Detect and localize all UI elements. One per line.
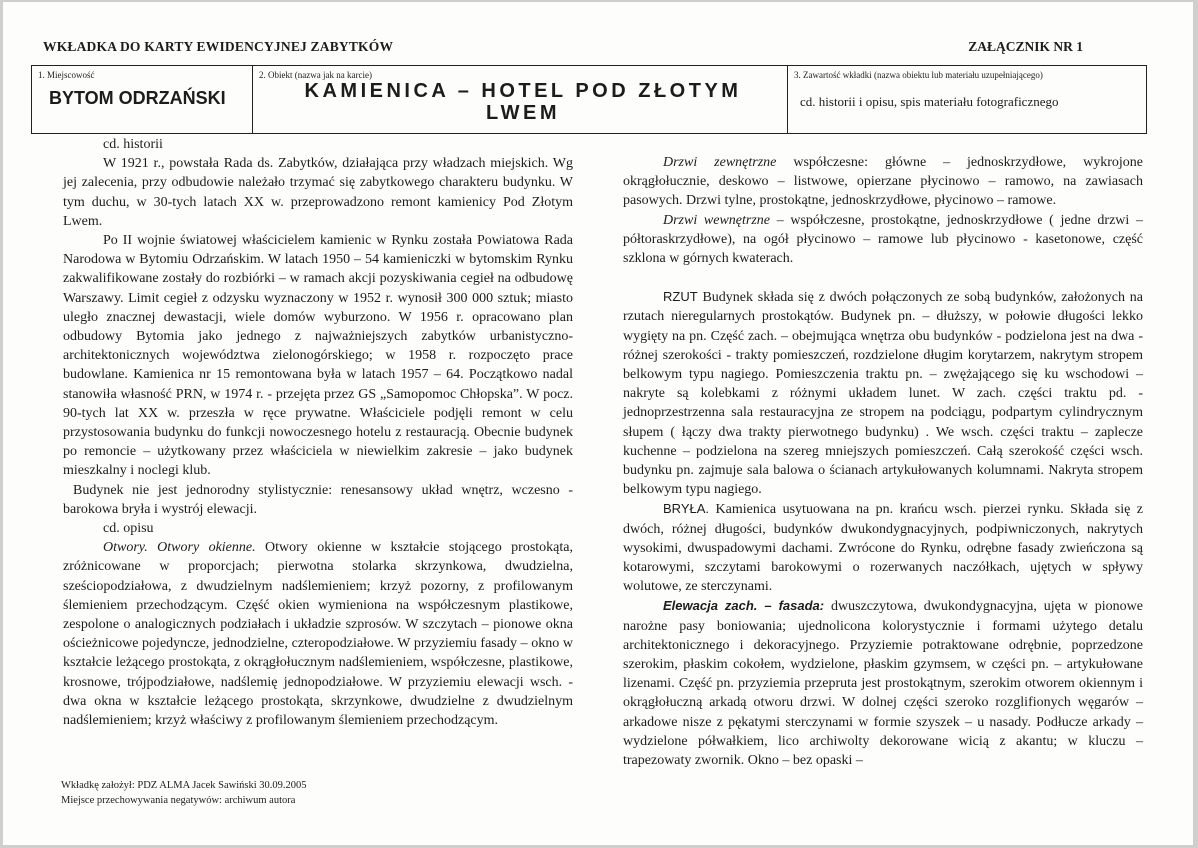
left-column bbox=[63, 135, 573, 730]
paragraph: W 1921 r., powstała Rada ds. Zabytków, działająca przy władzach miejskich. Wg jej zalecenia, przy odbudowie należało trzymać się zabytkowego charakteru budynku. W tym duchu, w 30-tych latach XX w. przeprowadzono remont kamienicy Pod Złotym Lwem. bbox=[63, 156, 573, 229]
author-line: Wkładkę założył: PDZ ALMA Jacek Sawiński 30.09.2005 bbox=[61, 780, 307, 791]
object-value: KAMIENICA – HOTEL POD ZŁOTYM LWEM bbox=[304, 80, 742, 124]
interior-doors-heading: Drzwi wewnętrzne bbox=[663, 212, 771, 228]
insert-content-value: cd. historii i opisu, spis materiału fotograficznego bbox=[800, 94, 1059, 109]
locality-field bbox=[32, 66, 252, 133]
windows-heading: Otwory. bbox=[103, 540, 148, 556]
paragraph: Drzwi zewnętrzne współczesne: główne – jednoskrzydłowe, wykrojone okrągłołucznie, deskowo – listwowe, opierzane płycinowo – ramowo, na zawiasach pasowych. Drzwi tylne, prostokątne, jednoskrzydłowe, płycinowo – ramowe. bbox=[623, 155, 1144, 209]
attachment-number: ZAŁĄCZNIK NR 1 bbox=[968, 39, 1083, 54]
paragraph: BRYŁA. Kamienica usytuowana na pn. krańcu wsch. pierzei rynku. Składa się z dwóch, różnej długości, budynków dwukondygnacyjnych, podpiwniczonych, nakrytych wysokimi, dwuspadowymi dachami. Zwrócone do Rynku, odrębne fasady zwieńczona są kotarowymi, szczytami barokowymi o rozerwanych naczółkach, ujętych w spływy wolutowe, ze sterczynami. bbox=[623, 501, 1143, 595]
west-facade-heading: Elewacja zach. – fasada: bbox=[663, 598, 825, 614]
negatives-location-line: Miejsce przechowywania negatywów: archiwum autora bbox=[61, 795, 296, 806]
right-column bbox=[623, 153, 1143, 770]
exterior-doors-heading: Drzwi zewnętrzne bbox=[663, 155, 777, 170]
object-field bbox=[252, 66, 788, 133]
paragraph: RZUT Budynek składa się z dwóch połączonych ze sobą budynków, założonych na rzutach nieregularnych prostokątów. Budynek pn. – dłuższy, w połowie długości lekko wygięty na pn. Część zach. – obejmująca wnętrza obu budynków - podzielona jest na dwa - różnej szerokości - trakty pomieszczeń, rozdzielone długim korytarzem, nakrytym stropem belkowym typu nagiego. Pomieszczenia traktu pn. – zwężającego się ku wschodowi – nakryte są kolebkami z różnymi układem lunet. W zach. części traktu pd. - jednoprzestrzenna sala restauracyjna ze stropem na podciągu, podpartym cylindrycznym słupem ( łączy dwa trakty pierwotnego budynku) . We wsch. części traktu – zaplecze kuchenne – podzielona na szereg mniejszych pomieszczeń. Całą szerokość części wsch. budynku pn. zajmuje sala balowa o ścianach artykułowanych kolumnami. Nakryta stropem belkowym typu nagiego. bbox=[623, 289, 1143, 498]
section-heading-history: cd. historii bbox=[103, 137, 163, 152]
form-title: WKŁADKA DO KARTY EWIDENCYJNEJ ZABYTKÓW bbox=[43, 39, 394, 54]
footer bbox=[61, 778, 307, 808]
paragraph: Elewacja zach. – fasada: dwuszczytowa, dwukondygnacyjna, ujęta w pionowe narożne pasy boniowania; ujednolicona kolorystycznie i formami użytego detalu architektonicznego i dekoracyjnego. Przyziemie potraktowane odrębnie, poprzedzone szerokim, płaskim cokołem, wydzielone, płaskim gzymsem, w części pn. – artykułowane lizenami. Część pn. przyziemia przepruta jest prostokątnym, szerokim otworem okiennym i okrągłołuczną arkadą otworu drzwi. W dolnej części szeroko rozglifionych węgarów – arkadowe nisze z pękatymi sterczynami w formie szyszek – u nasady. Podłucze arkady – wydzielone półwałkiem, lico archiwolty dekorowane wicią z akantu; w kluczu – trapezowaty zwornik. Okno – bez opaski – bbox=[623, 598, 1143, 769]
form-sheet bbox=[3, 2, 1193, 845]
locality-value: BYTOM ODRZAŃSKI bbox=[49, 88, 226, 108]
plan-heading: RZUT bbox=[663, 289, 698, 305]
paragraph: Otwory. Otwory okienne. Otwory okienne w kształcie stojącego prostokąta, zróżnicowane w proporcjach; pierwotna stolarka skrzynkowa, dwudzielna, sześciopodziałowa, z dwudzielnym nadślemieniem; krzyż pozorny, z profilowanym ślemieniem przechodzącym. Część okien wymieniona na współczesnym plastikowe, zespolone o analogicznych podziałach i układzie szprosów. W szczytach – pionowe okna ościeżnicowe pojedyncze, jednodzielne, czteropodziałowe. W przyziemiu fasady – okno w kształcie leżącego prostokąta, z okrągłołucznym nadślemieniem, współczesne, plastikowe, krosnowe, trójpodziałowe, nadślemię jednopodziałowe. W przyziemiu elewacji wsch. - dwa okna w kształcie leżącego prostokąta, skrzynkowe, dwudzielne z dwudzielnym nadślemieniem; krzyż właściwy z profilowanym ślemieniem przechodzącym. bbox=[63, 540, 573, 729]
header-fields bbox=[31, 65, 1147, 134]
section-heading-description: cd. opisu bbox=[103, 521, 154, 537]
locality-label: 1. Miejscowość bbox=[38, 70, 95, 80]
paragraph: Po II wojnie światowej właścicielem kamienic w Rynku została Powiatowa Rada Narodowa w Bytomiu Odrzańskim. W latach 1950 – 54 kamieniczki w bytomskim Rynku zakwalifikowane zostały do rozbiórki – w ramach akcji pozyskiwania cegieł na odbudowę Warszawy. Limit cegieł z odzysku wyznaczony w 1952 r. wynosił 300 000 sztuk; miasto uległo znacznej dewastacji, wiele domów wyburzono. W 1956 r. opracowano plan odbudowy Bytomia jako jednego z najważniejszych zabytków urbanistyczno-architektonicznych województwa zielonogórskiego; w 1958 r. rozpoczęto prace budowlane. Kamienica nr 15 remontowana była w latach 1957 – 64. Początkowo nadal stanowiła własność PRN, w 1974 r. - przejęta przez GS „Samopomoc Chłopska”. W pocz. 90-tych lat XX w. przeszła w ręce prywatne. Właściciele podjęli remont w celu przystosowania budynku do funkcji nowoczesnego hotelu z restauracją. Obecnie budynek po remoncie – użytkowany przez właściciela w niewielkim zakresie – jako budynek mieszkalny i noclegi klub. bbox=[63, 233, 573, 479]
window-openings-heading: Otwory okienne. bbox=[157, 540, 256, 556]
paragraph: Budynek nie jest jednorodny stylistycznie: renesansowy układ wnętrz, wczesno -barokowa bryła i wystrój elewacji. bbox=[63, 482, 573, 517]
massing-heading: BRYŁA. bbox=[663, 501, 710, 517]
paragraph: Drzwi wewnętrzne – współczesne, prostokątne, jednoskrzydłowe ( jedne drzwi – półtoraskrzydłowe), na ogół płycinowo – ramowe lub płycinowo - kasetonowe, część szklona w górnych kwaterach. bbox=[623, 212, 1143, 267]
object-label: 2. Obiekt (nazwa jak na karcie) bbox=[259, 70, 372, 80]
insert-content-label: 3. Zawartość wkładki (nazwa obiektu lub materiału uzupełniającego) bbox=[794, 70, 1043, 80]
insert-content-field bbox=[787, 66, 1147, 133]
